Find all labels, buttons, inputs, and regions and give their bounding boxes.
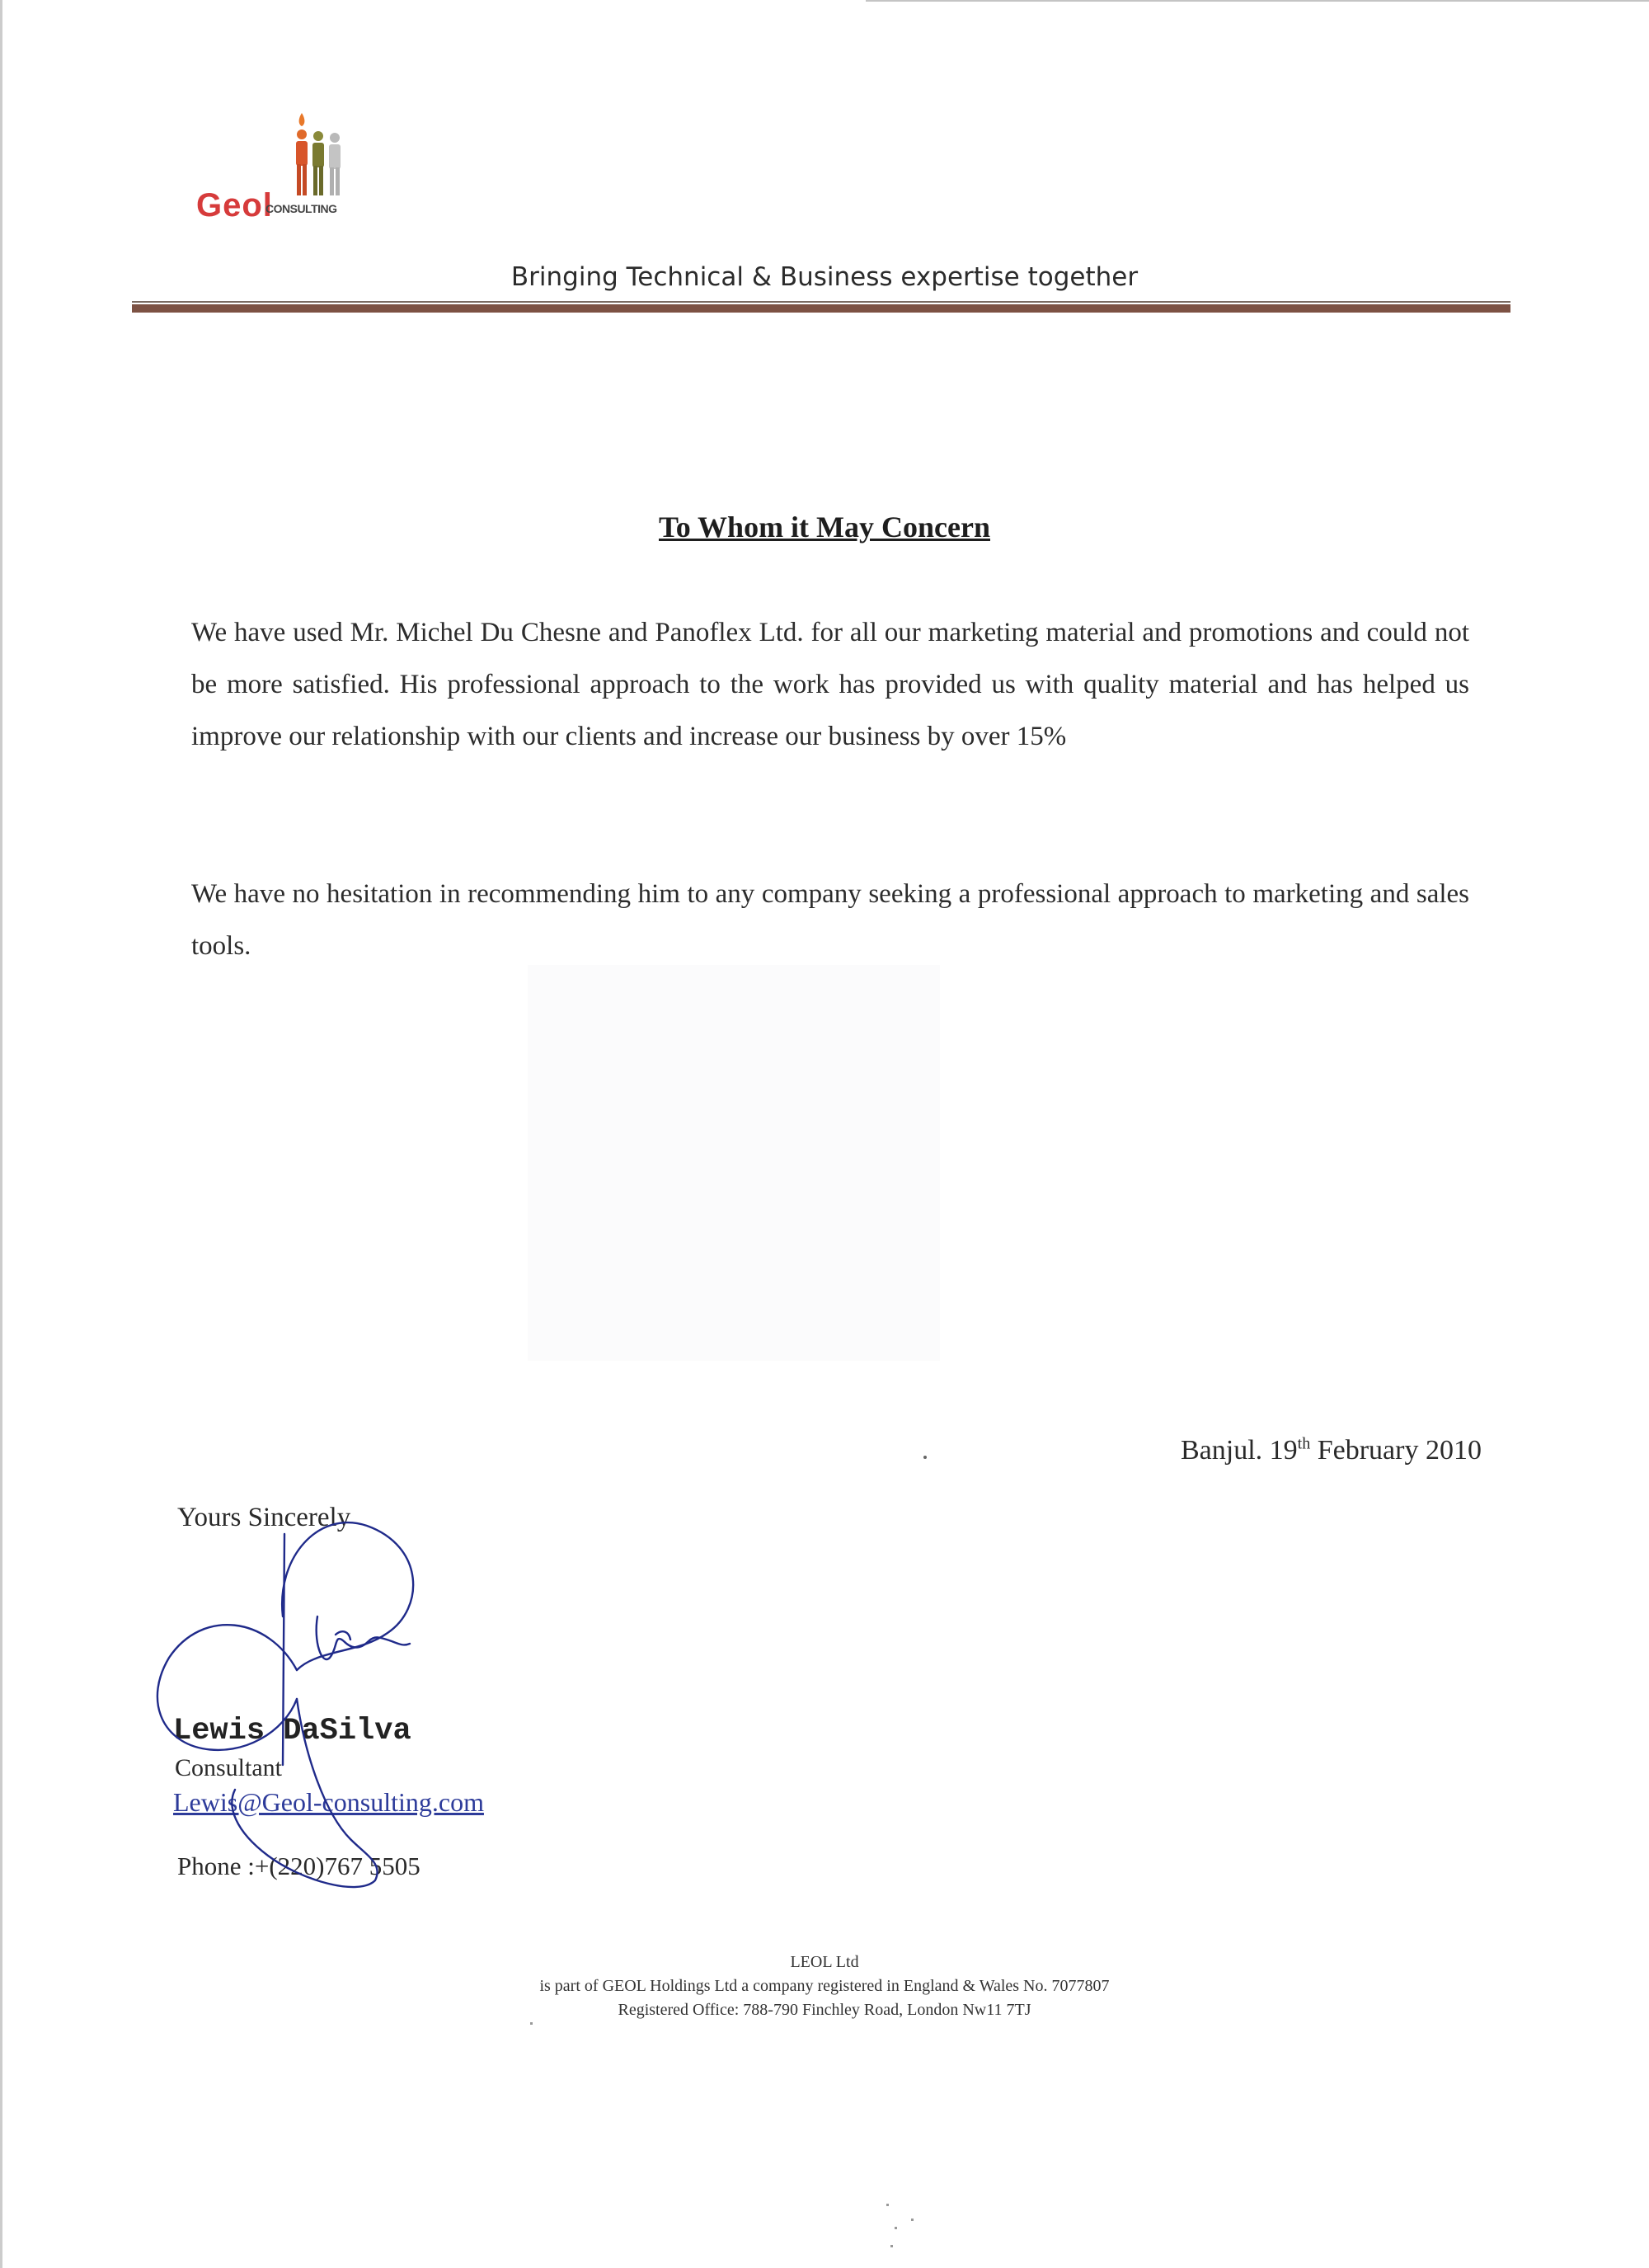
signer-name: Lewis DaSilva	[173, 1714, 411, 1748]
scan-artifact	[528, 965, 940, 1361]
logo-subtext: CONSULTING	[265, 202, 337, 215]
scan-speck	[886, 2204, 889, 2206]
letter-closing: Yours Sincerely	[177, 1503, 351, 1532]
scan-edge	[0, 0, 2, 2268]
scan-edge	[866, 0, 1649, 2]
footer-registration: is part of GEOL Holdings Ltd a company registered in England & Wales No. 7077807	[539, 1977, 1110, 1995]
date-day: Banjul. 19	[1181, 1435, 1298, 1466]
company-logo	[191, 111, 364, 227]
date-ordinal: th	[1297, 1434, 1311, 1453]
handwritten-signature	[153, 1493, 449, 1897]
footer-office-address: Registered Office: 788-790 Finchley Road, London Nw11 7TJ	[618, 2001, 1031, 2019]
letter-heading: To Whom it May Concern	[658, 511, 990, 543]
people-figures-icon	[284, 111, 358, 202]
header-divider-bar	[132, 304, 1510, 313]
body-paragraph: We have used Mr. Michel Du Chesne and Panoflex Ltd. for all our marketing material and promotions and could not be more satisfied. His professional approach to the work has provided us with quality material and has helped us improve our relationship with our clients and increase our business by over 15%	[191, 618, 1469, 751]
scan-speck	[530, 2022, 533, 2025]
signer-phone: Phone :+(220)767 5505	[177, 1852, 420, 1880]
signer-email-link[interactable]: Lewis@Geol-consulting.com	[173, 1787, 484, 1817]
scan-speck	[911, 2219, 914, 2221]
header-divider	[132, 301, 1510, 303]
signer-title: Consultant	[175, 1754, 283, 1781]
footer-company: LEOL Ltd	[790, 1953, 859, 1971]
date-month-year: February 2010	[1310, 1435, 1482, 1466]
letter-date	[1181, 1435, 1482, 1466]
logo-wordmark: Geol	[196, 187, 273, 224]
letterhead-tagline: Bringing Technical & Business expertise together	[510, 262, 1139, 292]
scan-speck	[923, 1456, 927, 1459]
company-footer	[0, 1950, 1649, 2022]
scan-speck	[890, 2245, 893, 2247]
body-paragraph: We have no hesitation in recommending him to any company seeking a professional approach to marketing and sales tools.	[191, 879, 1469, 961]
scan-speck	[895, 2227, 897, 2229]
